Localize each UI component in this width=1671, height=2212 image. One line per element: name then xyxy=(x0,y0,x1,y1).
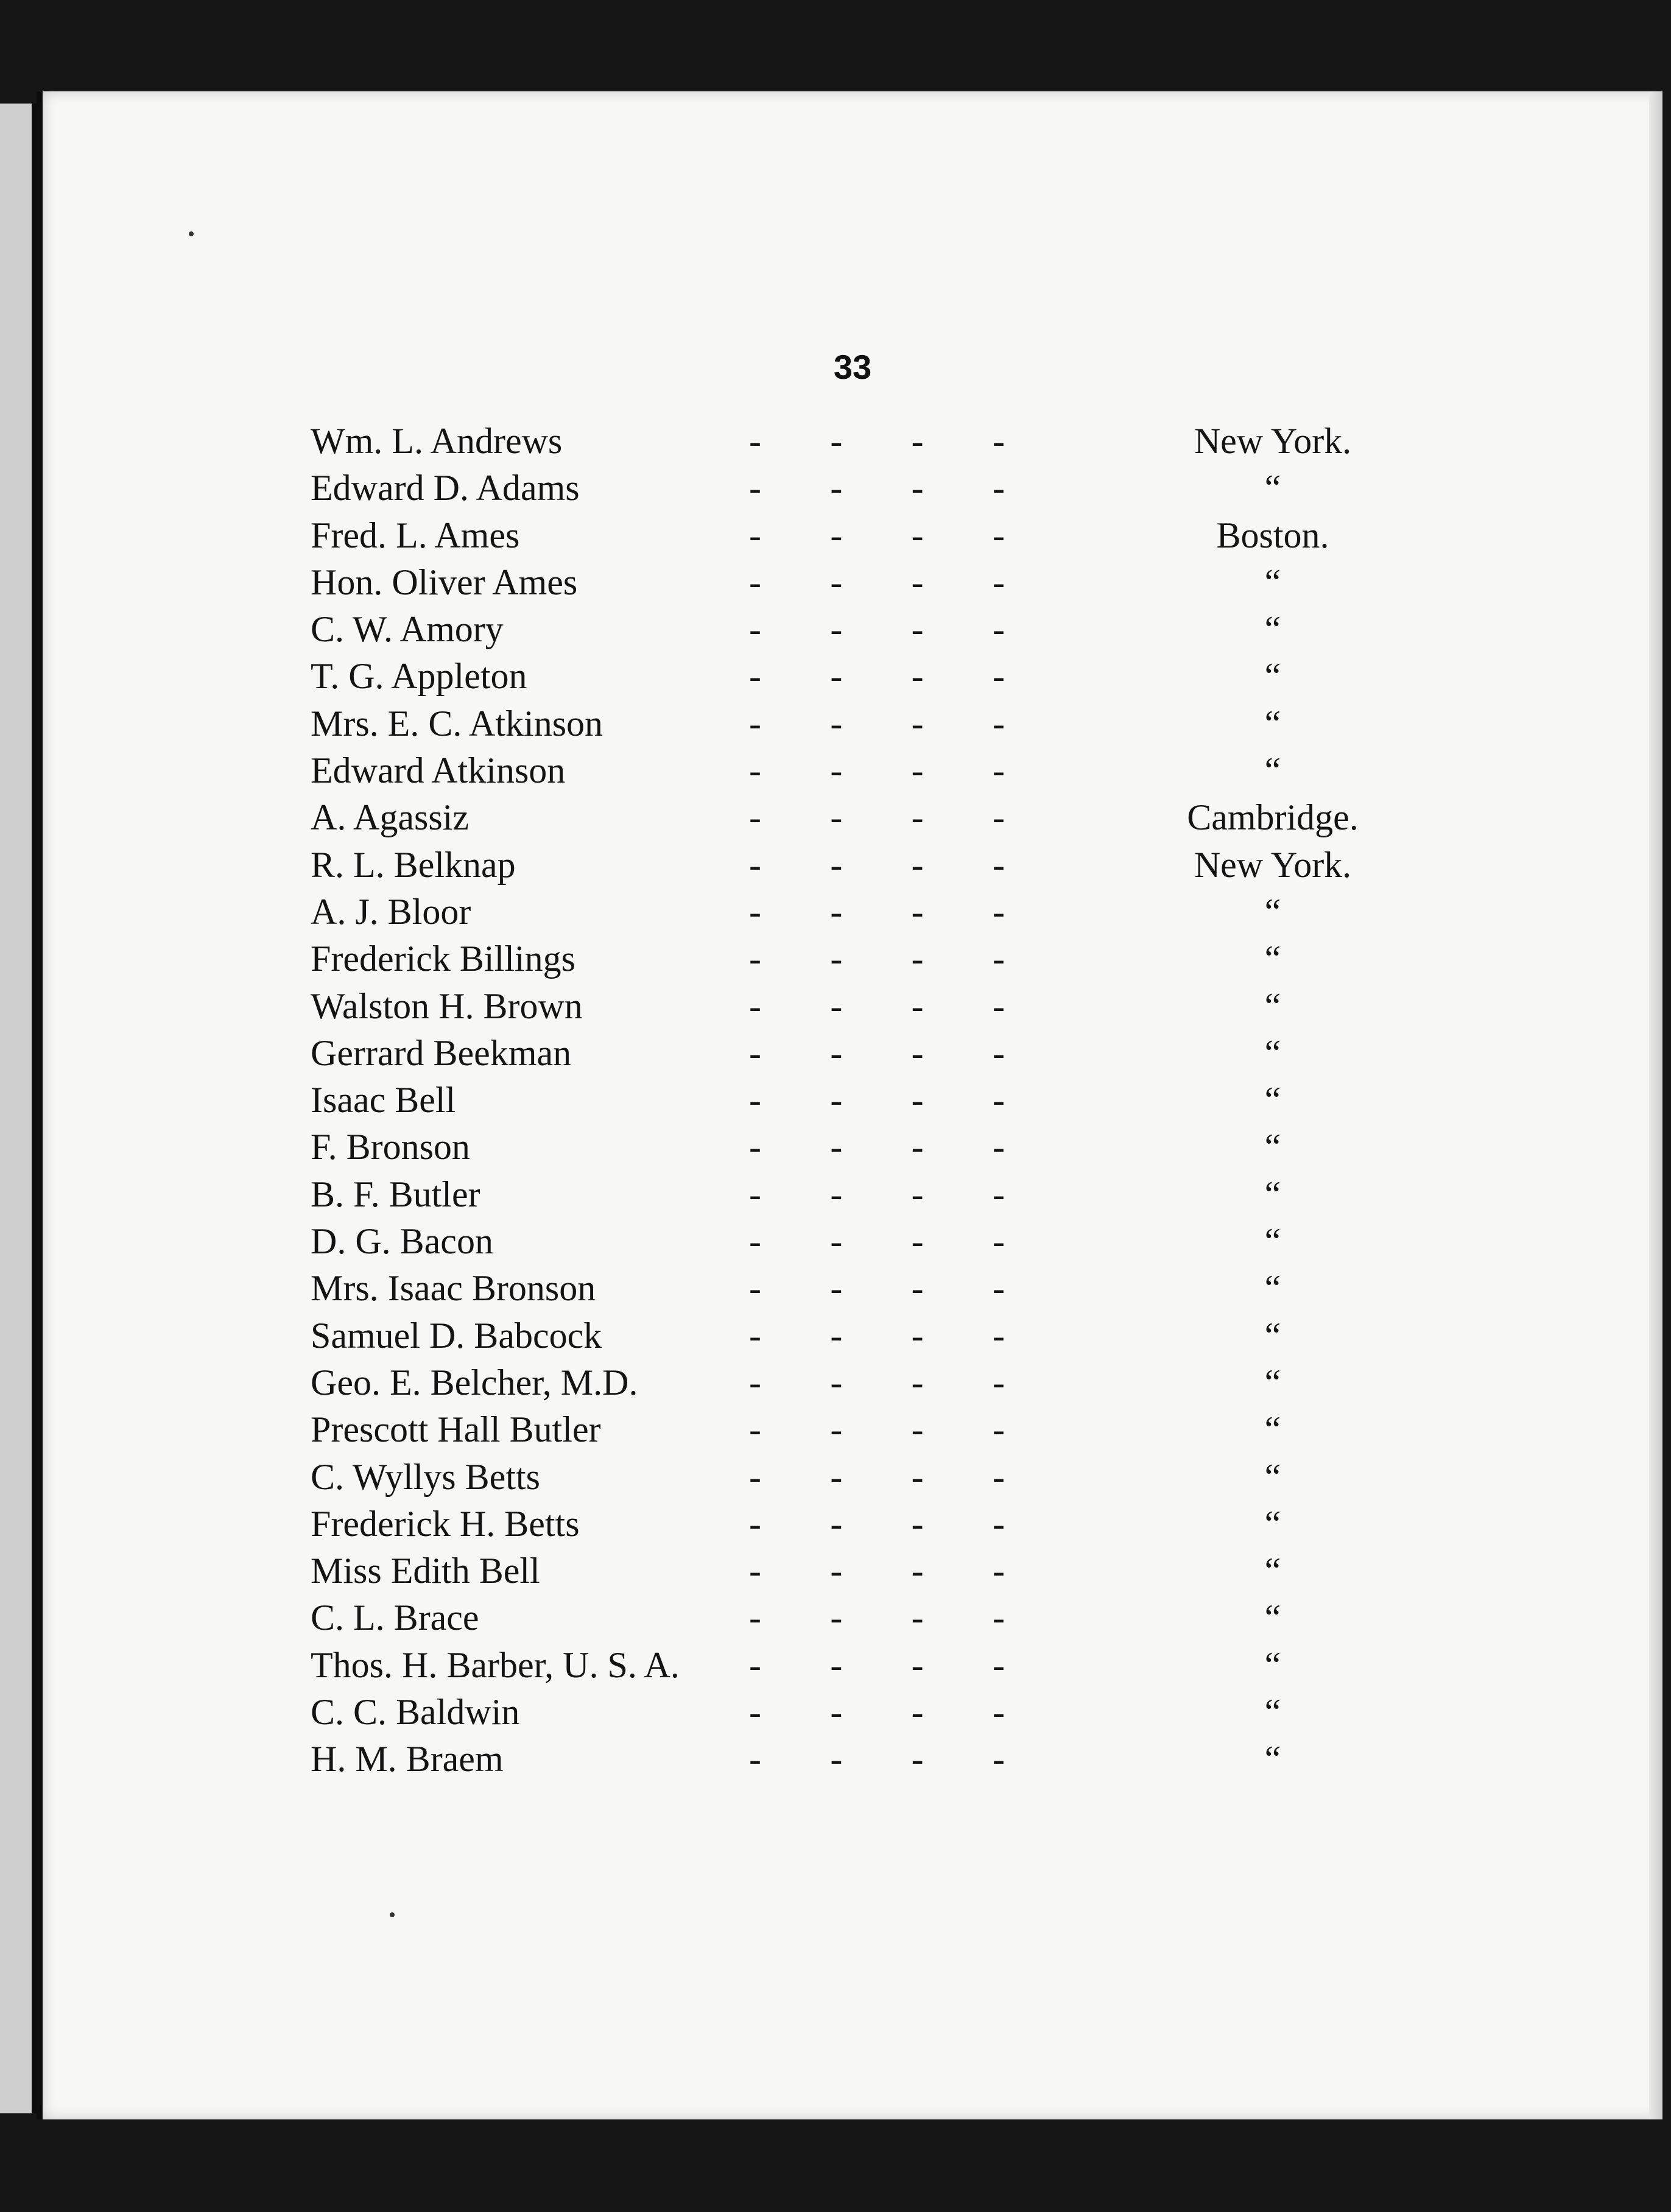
leader-dash: - xyxy=(830,1739,843,1780)
leader-dash: - xyxy=(830,1409,843,1450)
dot-leaders xyxy=(725,562,1029,604)
leader-dash: - xyxy=(749,562,761,602)
entry-name: Mrs. Isaac Bronson xyxy=(311,1268,596,1309)
leader-dash: - xyxy=(749,750,761,791)
leader-dash: - xyxy=(992,1644,1005,1685)
entry-city: “ xyxy=(1264,1409,1281,1450)
entry-name: A. J. Bloor xyxy=(311,891,471,932)
leader-dash: - xyxy=(749,1268,761,1309)
leader-dash: - xyxy=(911,985,924,1026)
leader-dash: - xyxy=(992,797,1005,838)
dot-leaders xyxy=(725,844,1029,886)
leader-dash: - xyxy=(911,1127,924,1168)
dot-leaders xyxy=(725,985,1029,1027)
leader-dash: - xyxy=(911,515,924,555)
entry-name: Prescott Hall Butler xyxy=(311,1409,601,1450)
leader-dash: - xyxy=(749,1503,761,1544)
dot-leaders xyxy=(725,608,1029,650)
leader-dash: - xyxy=(830,1692,843,1733)
dot-leaders xyxy=(725,750,1029,792)
leader-dash: - xyxy=(749,468,761,509)
page-number: 33 xyxy=(833,348,872,386)
leader-dash: - xyxy=(830,1597,843,1638)
leader-dash: - xyxy=(749,1174,761,1214)
entry-name: Edward D. Adams xyxy=(311,468,580,509)
list-item xyxy=(311,750,1419,797)
leader-dash: - xyxy=(749,1551,761,1591)
leader-dash: - xyxy=(992,562,1005,602)
list-item xyxy=(311,1691,1419,1738)
leader-dash: - xyxy=(992,1221,1005,1262)
subscriber-list xyxy=(311,420,1419,1786)
page-edge xyxy=(1649,91,1662,2119)
list-item xyxy=(311,1503,1419,1550)
entry-city: “ xyxy=(1264,1362,1281,1403)
dot-leaders xyxy=(725,655,1029,697)
leader-dash: - xyxy=(992,656,1005,697)
entry-name: Edward Atkinson xyxy=(311,750,566,791)
leader-dash: - xyxy=(749,797,761,838)
leader-dash: - xyxy=(911,1597,924,1638)
list-item xyxy=(311,1456,1419,1503)
leader-dash: - xyxy=(911,891,924,932)
list-item xyxy=(311,1362,1419,1409)
list-item xyxy=(311,1738,1419,1785)
leader-dash: - xyxy=(911,939,924,979)
leader-dash: - xyxy=(749,1409,761,1450)
list-item xyxy=(311,1126,1419,1173)
dot-leaders xyxy=(725,1597,1029,1639)
entry-city: “ xyxy=(1264,1551,1281,1591)
entry-city: “ xyxy=(1264,562,1281,602)
leader-dash: - xyxy=(830,1080,843,1121)
leader-dash: - xyxy=(911,797,924,838)
entry-name: T. G. Appleton xyxy=(311,656,527,697)
entry-city: “ xyxy=(1264,468,1281,509)
entry-name: A. Agassiz xyxy=(311,797,469,838)
leader-dash: - xyxy=(992,750,1005,791)
list-item xyxy=(311,1644,1419,1691)
leader-dash: - xyxy=(911,1692,924,1733)
dot-leaders xyxy=(725,1079,1029,1121)
entry-name: Frederick H. Betts xyxy=(311,1503,580,1544)
leader-dash: - xyxy=(992,1409,1005,1450)
entry-city: New York. xyxy=(1194,421,1352,461)
leader-dash: - xyxy=(830,515,843,555)
leader-dash: - xyxy=(830,750,843,791)
dot-leaders xyxy=(725,1503,1029,1545)
list-item xyxy=(311,891,1419,938)
leader-dash: - xyxy=(992,1503,1005,1544)
entry-city: “ xyxy=(1264,1456,1281,1497)
list-item xyxy=(311,1079,1419,1126)
leader-dash: - xyxy=(830,844,843,885)
entry-city: “ xyxy=(1264,1268,1281,1309)
entry-city: “ xyxy=(1264,891,1281,932)
entry-name: Mrs. E. C. Atkinson xyxy=(311,703,603,744)
leader-dash: - xyxy=(749,1597,761,1638)
dot-leaders xyxy=(725,1032,1029,1074)
dot-leaders xyxy=(725,891,1029,933)
entry-city: “ xyxy=(1264,1739,1281,1780)
leader-dash: - xyxy=(992,609,1005,650)
leader-dash: - xyxy=(749,1127,761,1168)
leader-dash: - xyxy=(749,1315,761,1356)
leader-dash: - xyxy=(830,703,843,744)
dot-leaders xyxy=(725,938,1029,980)
leader-dash: - xyxy=(911,1456,924,1497)
leader-dash: - xyxy=(992,421,1005,461)
leader-dash: - xyxy=(911,1032,924,1073)
leader-dash: - xyxy=(992,1315,1005,1356)
leader-dash: - xyxy=(749,1456,761,1497)
leader-dash: - xyxy=(911,750,924,791)
dot-leaders xyxy=(725,1174,1029,1216)
list-item xyxy=(311,938,1419,985)
entry-name: Gerrard Beekman xyxy=(311,1032,572,1073)
leader-dash: - xyxy=(911,1221,924,1262)
leader-dash: - xyxy=(992,985,1005,1026)
entry-city: Cambridge. xyxy=(1187,797,1359,838)
leader-dash: - xyxy=(992,1174,1005,1214)
entry-city: “ xyxy=(1264,1644,1281,1685)
dot-leaders xyxy=(725,1691,1029,1733)
leader-dash: - xyxy=(749,515,761,555)
leader-dash: - xyxy=(830,1032,843,1073)
leader-dash: - xyxy=(830,1456,843,1497)
entry-name: Miss Edith Bell xyxy=(311,1551,540,1591)
leader-dash: - xyxy=(911,1503,924,1544)
dot-leaders xyxy=(725,420,1029,462)
list-item xyxy=(311,703,1419,750)
leader-dash: - xyxy=(992,1739,1005,1780)
scan-speck xyxy=(189,231,194,236)
leader-dash: - xyxy=(830,468,843,509)
leader-dash: - xyxy=(749,844,761,885)
leader-dash: - xyxy=(749,891,761,932)
leader-dash: - xyxy=(830,1503,843,1544)
entry-name: Walston H. Brown xyxy=(311,985,583,1026)
entry-name: Hon. Oliver Ames xyxy=(311,562,578,602)
entry-name: C. C. Baldwin xyxy=(311,1692,520,1733)
leader-dash: - xyxy=(992,1597,1005,1638)
list-item xyxy=(311,985,1419,1032)
leader-dash: - xyxy=(911,1551,924,1591)
list-item xyxy=(311,1550,1419,1597)
leader-dash: - xyxy=(749,609,761,650)
dot-leaders xyxy=(725,1550,1029,1592)
leader-dash: - xyxy=(911,1080,924,1121)
leader-dash: - xyxy=(749,1080,761,1121)
entry-city: “ xyxy=(1264,939,1281,979)
dot-leaders xyxy=(725,1126,1029,1168)
leader-dash: - xyxy=(911,656,924,697)
leader-dash: - xyxy=(830,1174,843,1214)
leader-dash: - xyxy=(992,1362,1005,1403)
leader-dash: - xyxy=(911,1362,924,1403)
list-item xyxy=(311,1032,1419,1079)
leader-dash: - xyxy=(830,562,843,602)
dot-leaders xyxy=(725,797,1029,839)
list-item xyxy=(311,1220,1419,1267)
dot-leaders xyxy=(725,467,1029,509)
leader-dash: - xyxy=(830,1551,843,1591)
list-item xyxy=(311,1174,1419,1220)
leader-dash: - xyxy=(830,939,843,979)
entry-city: “ xyxy=(1264,985,1281,1026)
leader-dash: - xyxy=(830,1644,843,1685)
entry-city: “ xyxy=(1264,656,1281,697)
leader-dash: - xyxy=(992,1080,1005,1121)
entry-city: “ xyxy=(1264,1503,1281,1544)
page xyxy=(37,91,1662,2119)
leader-dash: - xyxy=(830,1362,843,1403)
entry-name: D. G. Bacon xyxy=(311,1221,493,1262)
leader-dash: - xyxy=(992,703,1005,744)
entry-city: “ xyxy=(1264,1692,1281,1733)
list-item xyxy=(311,1597,1419,1644)
leader-dash: - xyxy=(992,1551,1005,1591)
dot-leaders xyxy=(725,1738,1029,1780)
leader-dash: - xyxy=(830,656,843,697)
leader-dash: - xyxy=(911,1644,924,1685)
list-item xyxy=(311,515,1419,562)
dot-leaders xyxy=(725,1456,1029,1498)
leader-dash: - xyxy=(911,1174,924,1214)
entry-city: “ xyxy=(1264,1597,1281,1638)
list-item xyxy=(311,1267,1419,1314)
entry-city: “ xyxy=(1264,1221,1281,1262)
leader-dash: - xyxy=(749,703,761,744)
entry-city: “ xyxy=(1264,1174,1281,1214)
dot-leaders xyxy=(725,1362,1029,1404)
leader-dash: - xyxy=(749,985,761,1026)
entry-city: “ xyxy=(1264,609,1281,650)
entry-name: Fred. L. Ames xyxy=(311,515,520,555)
leader-dash: - xyxy=(749,1032,761,1073)
entry-name: F. Bronson xyxy=(311,1127,470,1168)
leader-dash: - xyxy=(830,891,843,932)
leader-dash: - xyxy=(992,515,1005,555)
entry-name: C. Wyllys Betts xyxy=(311,1456,540,1497)
leader-dash: - xyxy=(830,1268,843,1309)
dot-leaders xyxy=(725,1315,1029,1357)
entry-city: “ xyxy=(1264,750,1281,791)
leader-dash: - xyxy=(992,1268,1005,1309)
leader-dash: - xyxy=(749,656,761,697)
dot-leaders xyxy=(725,1267,1029,1309)
leader-dash: - xyxy=(749,1739,761,1780)
list-item xyxy=(311,420,1419,467)
leader-dash: - xyxy=(830,985,843,1026)
leader-dash: - xyxy=(830,1221,843,1262)
leader-dash: - xyxy=(830,1315,843,1356)
entry-name: Frederick Billings xyxy=(311,939,575,979)
dot-leaders xyxy=(725,515,1029,557)
list-item xyxy=(311,562,1419,608)
leader-dash: - xyxy=(992,1456,1005,1497)
leader-dash: - xyxy=(749,421,761,461)
list-item xyxy=(311,1409,1419,1456)
leader-dash: - xyxy=(911,844,924,885)
leader-dash: - xyxy=(992,1032,1005,1073)
dot-leaders xyxy=(725,1220,1029,1263)
list-item xyxy=(311,467,1419,514)
entry-name: Samuel D. Babcock xyxy=(311,1315,602,1356)
leader-dash: - xyxy=(911,1409,924,1450)
leader-dash: - xyxy=(830,421,843,461)
leader-dash: - xyxy=(911,468,924,509)
leader-dash: - xyxy=(830,609,843,650)
list-item xyxy=(311,1315,1419,1362)
entry-name: R. L. Belknap xyxy=(311,844,516,885)
leader-dash: - xyxy=(749,1644,761,1685)
entry-name: C. W. Amory xyxy=(311,609,504,650)
dot-leaders xyxy=(725,703,1029,745)
entry-name: H. M. Braem xyxy=(311,1739,504,1780)
leader-dash: - xyxy=(911,1268,924,1309)
leader-dash: - xyxy=(911,1315,924,1356)
entry-city: “ xyxy=(1264,1080,1281,1121)
leader-dash: - xyxy=(749,1362,761,1403)
leader-dash: - xyxy=(992,844,1005,885)
list-item xyxy=(311,608,1419,655)
leader-dash: - xyxy=(749,939,761,979)
facing-page-edge xyxy=(0,104,37,2113)
list-item xyxy=(311,655,1419,702)
leader-dash: - xyxy=(911,703,924,744)
list-item xyxy=(311,844,1419,891)
entry-city: New York. xyxy=(1194,844,1352,885)
leader-dash: - xyxy=(911,1739,924,1780)
entry-city: “ xyxy=(1264,1127,1281,1168)
leader-dash: - xyxy=(749,1692,761,1733)
leader-dash: - xyxy=(992,939,1005,979)
entry-name: B. F. Butler xyxy=(311,1174,480,1214)
dot-leaders xyxy=(725,1644,1029,1686)
leader-dash: - xyxy=(830,1127,843,1168)
entry-name: Thos. H. Barber, U. S. A. xyxy=(311,1644,680,1685)
dot-leaders xyxy=(725,1409,1029,1451)
leader-dash: - xyxy=(749,1221,761,1262)
leader-dash: - xyxy=(992,1127,1005,1168)
list-item xyxy=(311,797,1419,844)
leader-dash: - xyxy=(992,468,1005,509)
leader-dash: - xyxy=(911,609,924,650)
entry-city: “ xyxy=(1264,703,1281,744)
entry-city: Boston. xyxy=(1216,515,1329,555)
entry-name: C. L. Brace xyxy=(311,1597,479,1638)
leader-dash: - xyxy=(992,1692,1005,1733)
leader-dash: - xyxy=(911,421,924,461)
entry-name: Wm. L. Andrews xyxy=(311,421,563,461)
leader-dash: - xyxy=(992,891,1005,932)
leader-dash: - xyxy=(830,797,843,838)
entry-city: “ xyxy=(1264,1032,1281,1073)
scan-speck xyxy=(390,1912,395,1917)
leader-dash: - xyxy=(911,562,924,602)
entry-city: “ xyxy=(1264,1315,1281,1356)
entry-name: Geo. E. Belcher, M.D. xyxy=(311,1362,638,1403)
entry-name: Isaac Bell xyxy=(311,1080,456,1121)
